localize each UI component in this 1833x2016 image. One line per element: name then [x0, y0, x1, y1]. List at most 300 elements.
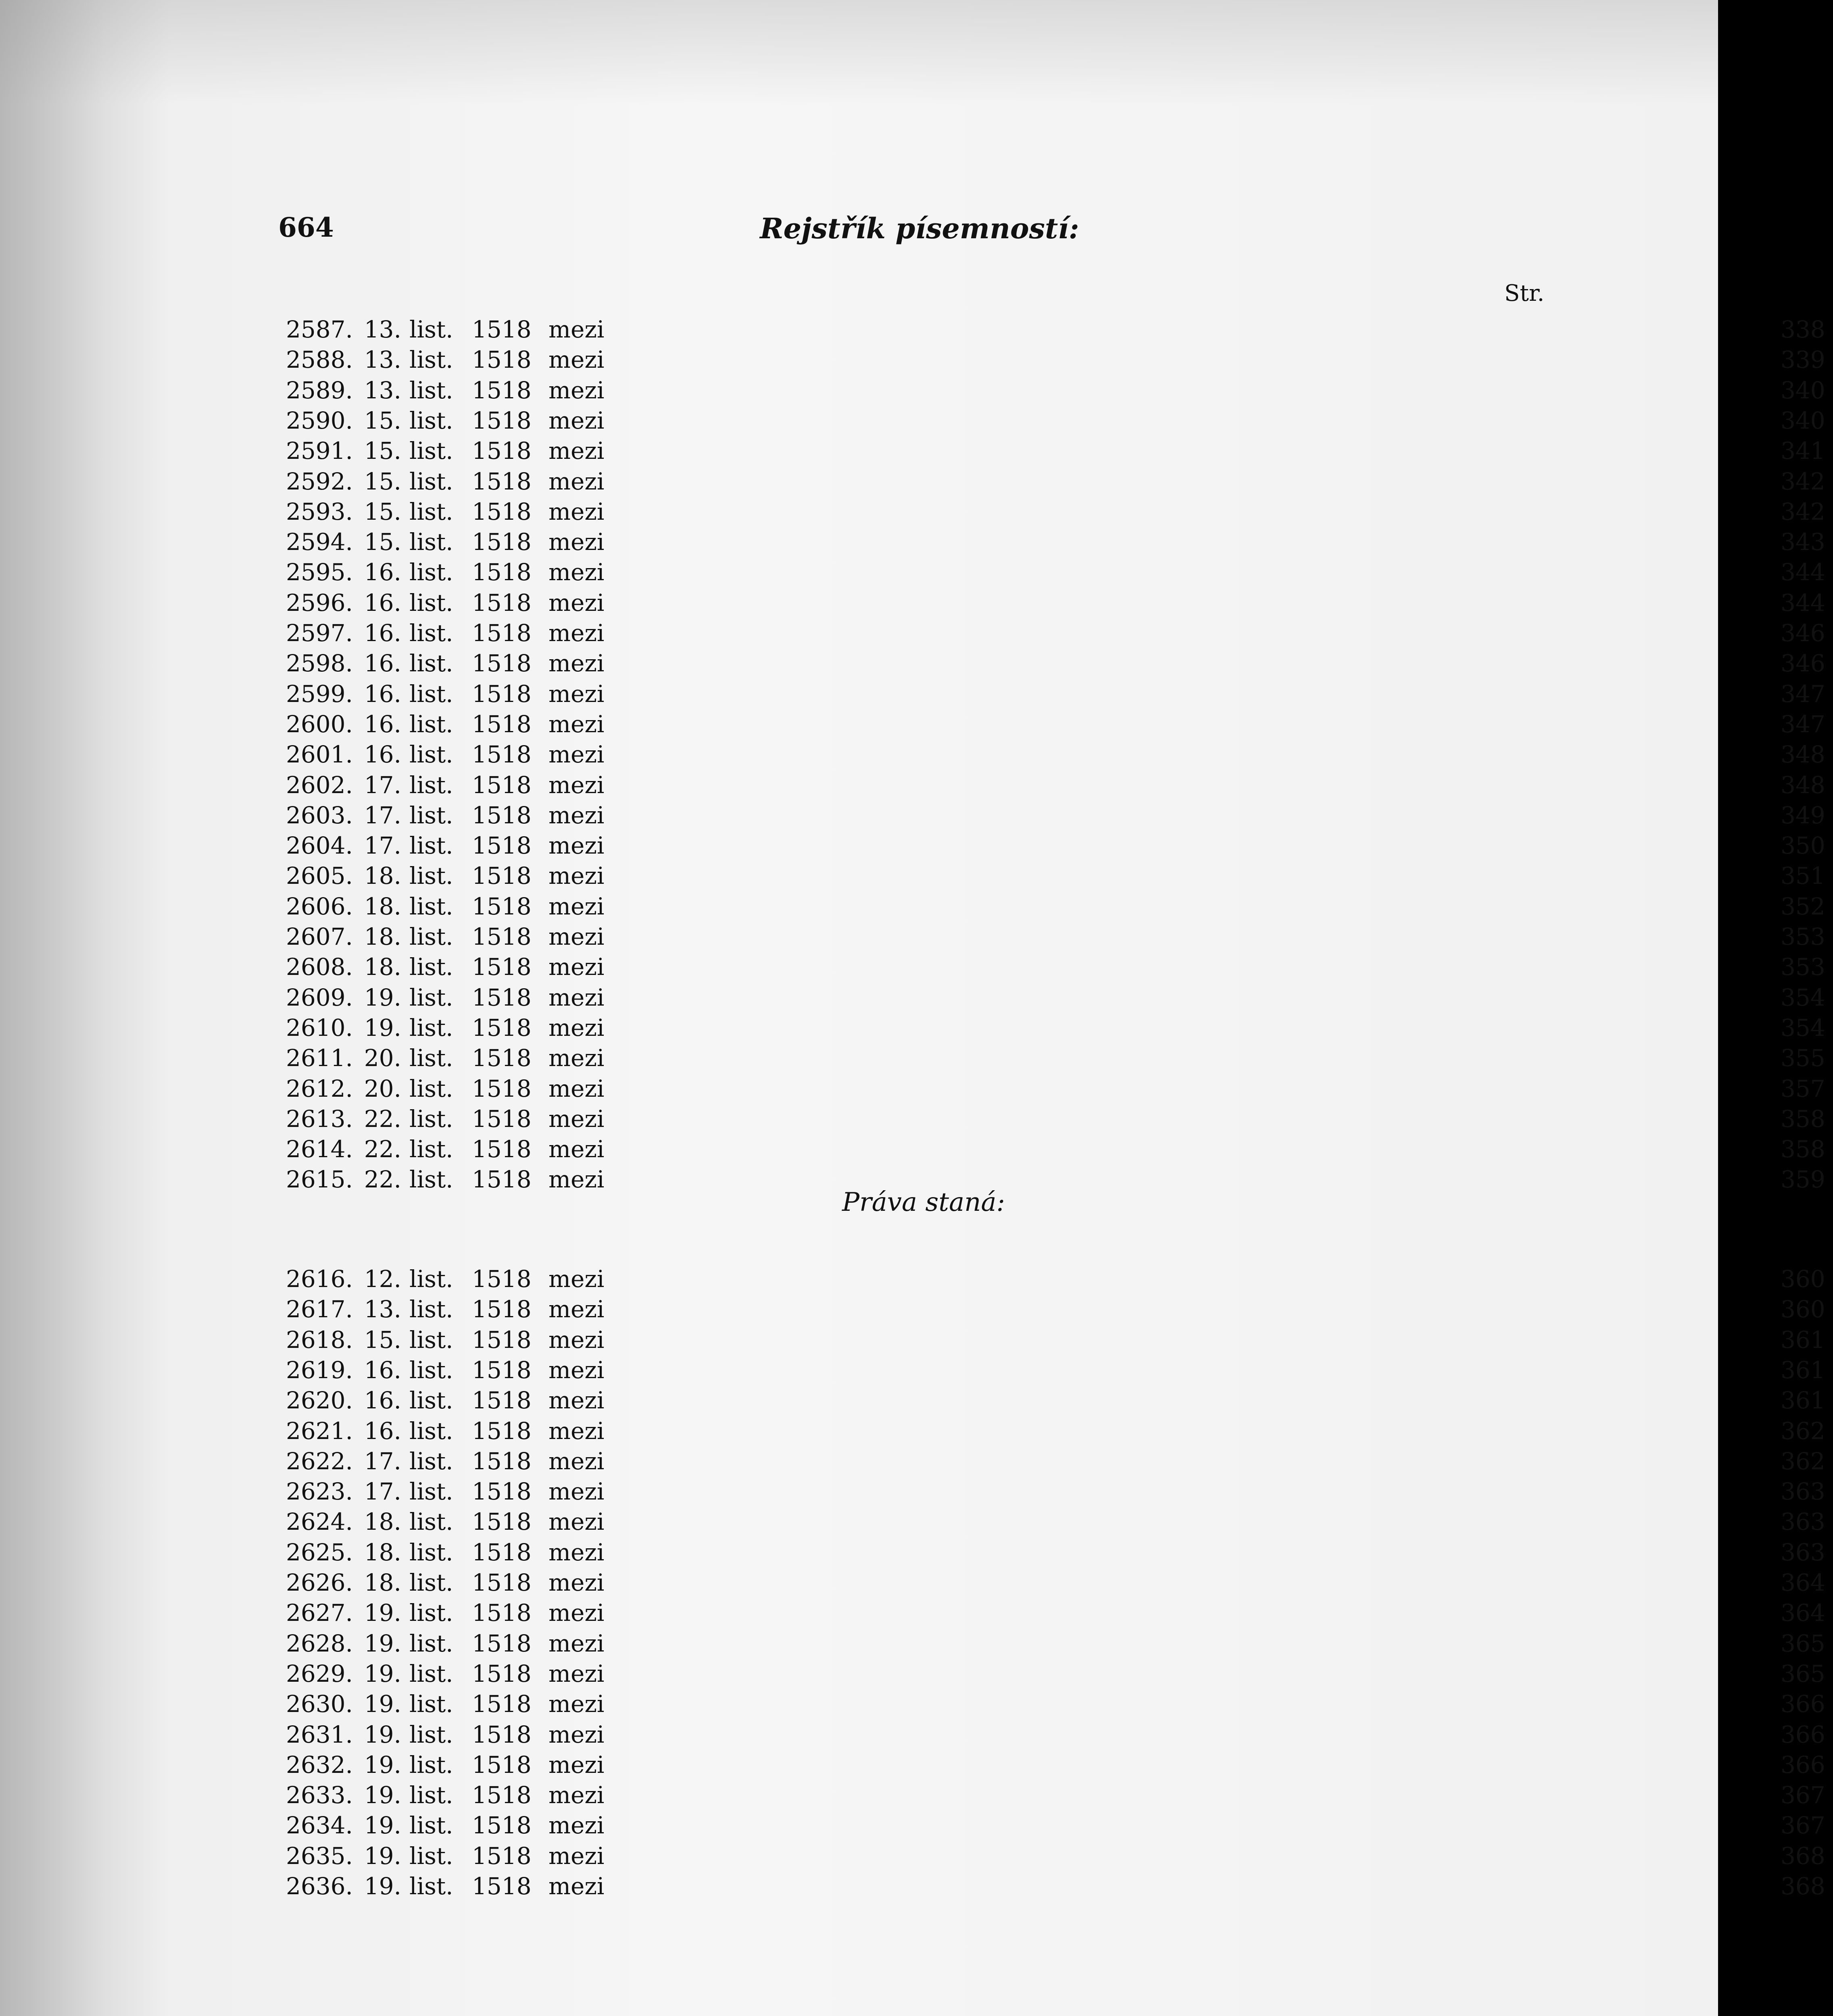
register-entry — [278, 406, 1825, 435]
entry-month: list. — [409, 589, 453, 616]
entry-year: 1518 — [472, 1387, 532, 1414]
entry-page: 354 — [1781, 1014, 1825, 1041]
entry-page: 355 — [1781, 1044, 1825, 1072]
entry-month: list. — [409, 1690, 453, 1718]
entry-day: 19. — [364, 983, 401, 1011]
entry-between: mezi — [548, 1812, 605, 1839]
entry-day: 13. — [364, 316, 401, 343]
entry-page: 365 — [1781, 1629, 1825, 1657]
register-entry — [278, 1689, 1825, 1719]
entry-year: 1518 — [472, 558, 532, 586]
entry-page: 342 — [1781, 498, 1825, 525]
entry-month: list. — [409, 1751, 453, 1779]
entry-number: 2593. — [286, 498, 353, 525]
entry-page: 365 — [1781, 1660, 1825, 1687]
entry-between: mezi — [548, 1629, 605, 1657]
register-entry — [278, 922, 1825, 952]
register-entry — [278, 1810, 1825, 1840]
entry-month: list. — [409, 1295, 453, 1323]
entry-page: 348 — [1781, 741, 1825, 768]
entry-page: 346 — [1781, 619, 1825, 647]
entry-number: 2625. — [286, 1538, 353, 1566]
entry-page: 367 — [1781, 1781, 1825, 1809]
entry-number: 2616. — [286, 1265, 353, 1293]
entry-day: 16. — [364, 650, 401, 677]
entry-month: list. — [409, 1417, 453, 1445]
entry-number: 2636. — [286, 1872, 353, 1900]
entry-month: list. — [409, 1135, 453, 1163]
entry-day: 19. — [364, 1751, 401, 1779]
entry-page: 341 — [1781, 437, 1825, 465]
entry-year: 1518 — [472, 1660, 532, 1687]
entry-between: mezi — [548, 1135, 605, 1163]
entry-between: mezi — [548, 1842, 605, 1870]
register-entry — [278, 1325, 1825, 1355]
entry-month: list. — [409, 498, 453, 525]
entry-number: 2613. — [286, 1105, 353, 1133]
entry-page: 366 — [1781, 1690, 1825, 1718]
entry-number: 2632. — [286, 1751, 353, 1779]
entry-page: 340 — [1781, 376, 1825, 404]
entry-month: list. — [409, 406, 453, 434]
entry-page: 339 — [1781, 346, 1825, 374]
entry-between: mezi — [548, 832, 605, 860]
register-entry — [278, 679, 1825, 709]
entry-day: 16. — [364, 741, 401, 768]
entry-number: 2615. — [286, 1166, 353, 1193]
entry-year: 1518 — [472, 1478, 532, 1506]
entry-year: 1518 — [472, 953, 532, 981]
entry-month: list. — [409, 1387, 453, 1414]
entry-number: 2607. — [286, 923, 353, 950]
entry-day: 22. — [364, 1135, 401, 1163]
register-entry — [278, 1416, 1825, 1446]
entry-year: 1518 — [472, 1872, 532, 1900]
entry-between: mezi — [548, 771, 605, 799]
entry-between: mezi — [548, 1075, 605, 1102]
entry-number: 2611. — [286, 1044, 353, 1072]
entry-page: 357 — [1781, 1075, 1825, 1102]
register-entry — [278, 557, 1825, 587]
entry-year: 1518 — [472, 1629, 532, 1657]
register-entry — [278, 739, 1825, 769]
entry-page: 344 — [1781, 589, 1825, 616]
entry-page: 353 — [1781, 923, 1825, 950]
entry-number: 2634. — [286, 1812, 353, 1839]
entry-month: list. — [409, 983, 453, 1011]
entry-month: list. — [409, 1720, 453, 1748]
register-entry — [278, 467, 1825, 496]
entry-day: 13. — [364, 346, 401, 374]
entry-between: mezi — [548, 1014, 605, 1041]
register-entry — [278, 648, 1825, 678]
entry-day: 19. — [364, 1842, 401, 1870]
entry-number: 2587. — [286, 316, 353, 343]
entry-day: 19. — [364, 1781, 401, 1809]
entry-number: 2590. — [286, 406, 353, 434]
entry-day: 18. — [364, 1569, 401, 1596]
entry-year: 1518 — [472, 1135, 532, 1163]
entry-page: 363 — [1781, 1508, 1825, 1536]
entry-month: list. — [409, 801, 453, 829]
register-entry — [278, 345, 1825, 375]
entry-year: 1518 — [472, 1812, 532, 1839]
section-title: Práva staná: — [842, 1187, 1005, 1217]
register-entry — [278, 1780, 1825, 1810]
register-entry — [278, 314, 1825, 344]
entry-between: mezi — [548, 650, 605, 677]
entry-page: 343 — [1781, 528, 1825, 556]
entry-year: 1518 — [472, 741, 532, 768]
entry-page: 353 — [1781, 953, 1825, 981]
entry-number: 2626. — [286, 1569, 353, 1596]
entry-page: 360 — [1781, 1265, 1825, 1293]
register-entry — [278, 497, 1825, 527]
entry-page: 340 — [1781, 406, 1825, 434]
entry-between: mezi — [548, 437, 605, 465]
entry-month: list. — [409, 741, 453, 768]
entry-number: 2599. — [286, 680, 353, 708]
entry-number: 2621. — [286, 1417, 353, 1445]
entry-number: 2604. — [286, 832, 353, 860]
entry-number: 2619. — [286, 1356, 353, 1384]
entry-month: list. — [409, 1166, 453, 1193]
entry-year: 1518 — [472, 1781, 532, 1809]
register-entry — [278, 1841, 1825, 1871]
entry-between: mezi — [548, 467, 605, 495]
entry-between: mezi — [548, 1660, 605, 1687]
top-shadow — [0, 0, 1718, 105]
entry-year: 1518 — [472, 346, 532, 374]
register-entry — [278, 436, 1825, 466]
entry-month: list. — [409, 619, 453, 647]
entry-page: 338 — [1781, 316, 1825, 343]
entry-number: 2612. — [286, 1075, 353, 1102]
entry-page: 349 — [1781, 801, 1825, 829]
entry-page: 362 — [1781, 1447, 1825, 1475]
entry-page: 362 — [1781, 1417, 1825, 1445]
entry-year: 1518 — [472, 710, 532, 738]
entry-month: list. — [409, 1538, 453, 1566]
entry-page: 346 — [1781, 650, 1825, 677]
entry-year: 1518 — [472, 1538, 532, 1566]
entry-day: 16. — [364, 1356, 401, 1384]
entry-between: mezi — [548, 1326, 605, 1354]
register-entry — [278, 1385, 1825, 1415]
entry-day: 19. — [364, 1720, 401, 1748]
entry-between: mezi — [548, 1599, 605, 1627]
entry-between: mezi — [548, 406, 605, 434]
register-entry — [278, 983, 1825, 1012]
register-entry — [278, 861, 1825, 891]
entry-number: 2588. — [286, 346, 353, 374]
entry-number: 2594. — [286, 528, 353, 556]
entry-day: 16. — [364, 558, 401, 586]
entry-number: 2629. — [286, 1660, 353, 1687]
entry-month: list. — [409, 1447, 453, 1475]
entry-page: 366 — [1781, 1720, 1825, 1748]
entry-number: 2608. — [286, 953, 353, 981]
entry-between: mezi — [548, 376, 605, 404]
entry-number: 2622. — [286, 1447, 353, 1475]
entry-year: 1518 — [472, 1690, 532, 1718]
entry-between: mezi — [548, 346, 605, 374]
entry-number: 2592. — [286, 467, 353, 495]
entry-number: 2603. — [286, 801, 353, 829]
entry-day: 17. — [364, 771, 401, 799]
entry-month: list. — [409, 832, 453, 860]
entry-month: list. — [409, 771, 453, 799]
entry-day: 19. — [364, 1872, 401, 1900]
entry-between: mezi — [548, 1720, 605, 1748]
entry-number: 2631. — [286, 1720, 353, 1748]
entry-month: list. — [409, 1044, 453, 1072]
entry-month: list. — [409, 1629, 453, 1657]
entry-year: 1518 — [472, 437, 532, 465]
entry-between: mezi — [548, 680, 605, 708]
entry-number: 2628. — [286, 1629, 353, 1657]
entry-number: 2605. — [286, 862, 353, 890]
entry-page: 359 — [1781, 1166, 1825, 1193]
entry-page: 363 — [1781, 1538, 1825, 1566]
entry-page: 368 — [1781, 1872, 1825, 1900]
register-entry — [278, 1355, 1825, 1385]
entry-day: 16. — [364, 619, 401, 647]
entry-year: 1518 — [472, 1356, 532, 1384]
register-entry — [278, 891, 1825, 921]
register-entry — [278, 831, 1825, 860]
entry-page: 358 — [1781, 1105, 1825, 1133]
entry-month: list. — [409, 923, 453, 950]
running-title: Rejstřík písemností: — [760, 212, 1079, 245]
entry-day: 15. — [364, 1326, 401, 1354]
entry-day: 15. — [364, 498, 401, 525]
entry-month: list. — [409, 437, 453, 465]
entry-month: list. — [409, 1326, 453, 1354]
entry-number: 2596. — [286, 589, 353, 616]
entry-number: 2597. — [286, 619, 353, 647]
entry-number: 2606. — [286, 892, 353, 920]
entry-day: 18. — [364, 953, 401, 981]
register-entry — [278, 1477, 1825, 1506]
entry-between: mezi — [548, 741, 605, 768]
entry-day: 13. — [364, 376, 401, 404]
entry-number: 2617. — [286, 1295, 353, 1323]
entry-number: 2610. — [286, 1014, 353, 1041]
entry-between: mezi — [548, 1295, 605, 1323]
entry-number: 2600. — [286, 710, 353, 738]
entry-between: mezi — [548, 983, 605, 1011]
entry-day: 15. — [364, 467, 401, 495]
entry-page: 351 — [1781, 862, 1825, 890]
entry-day: 19. — [364, 1014, 401, 1041]
entry-day: 22. — [364, 1105, 401, 1133]
entry-number: 2618. — [286, 1326, 353, 1354]
entry-page: 364 — [1781, 1599, 1825, 1627]
entry-year: 1518 — [472, 862, 532, 890]
entry-year: 1518 — [472, 983, 532, 1011]
entry-between: mezi — [548, 589, 605, 616]
entry-number: 2620. — [286, 1387, 353, 1414]
entry-month: list. — [409, 1508, 453, 1536]
entry-between: mezi — [548, 1265, 605, 1293]
register-entry — [278, 1013, 1825, 1043]
entry-month: list. — [409, 862, 453, 890]
entry-page: 366 — [1781, 1751, 1825, 1779]
entry-year: 1518 — [472, 1265, 532, 1293]
entry-month: list. — [409, 1075, 453, 1102]
entry-between: mezi — [548, 316, 605, 343]
entry-day: 16. — [364, 680, 401, 708]
entry-year: 1518 — [472, 1842, 532, 1870]
entry-page: 344 — [1781, 558, 1825, 586]
entry-month: list. — [409, 1478, 453, 1506]
register-entry — [278, 1104, 1825, 1134]
entry-day: 17. — [364, 1478, 401, 1506]
entry-between: mezi — [548, 1447, 605, 1475]
entry-page: 347 — [1781, 710, 1825, 738]
entry-year: 1518 — [472, 1508, 532, 1536]
entry-year: 1518 — [472, 589, 532, 616]
entry-between: mezi — [548, 1751, 605, 1779]
entry-day: 20. — [364, 1044, 401, 1072]
entry-year: 1518 — [472, 528, 532, 556]
entry-year: 1518 — [472, 650, 532, 677]
entry-between: mezi — [548, 1356, 605, 1384]
entry-number: 2633. — [286, 1781, 353, 1809]
register-entry — [278, 1568, 1825, 1597]
register-entry — [278, 618, 1825, 648]
entry-between: mezi — [548, 1166, 605, 1193]
entry-between: mezi — [548, 1105, 605, 1133]
entry-day: 18. — [364, 1508, 401, 1536]
entry-page: 360 — [1781, 1295, 1825, 1323]
entry-year: 1518 — [472, 1166, 532, 1193]
page-column-header: Str. — [1504, 280, 1545, 306]
register-entry — [278, 527, 1825, 557]
entry-month: list. — [409, 1660, 453, 1687]
entry-page: 342 — [1781, 467, 1825, 495]
entry-month: list. — [409, 467, 453, 495]
entry-year: 1518 — [472, 1417, 532, 1445]
entry-day: 16. — [364, 1417, 401, 1445]
register-entry — [278, 1659, 1825, 1689]
entry-day: 15. — [364, 528, 401, 556]
entry-day: 15. — [364, 406, 401, 434]
entry-month: list. — [409, 558, 453, 586]
entry-page: 358 — [1781, 1135, 1825, 1163]
entry-page: 361 — [1781, 1387, 1825, 1414]
entry-page: 361 — [1781, 1356, 1825, 1384]
entry-month: list. — [409, 376, 453, 404]
entry-month: list. — [409, 650, 453, 677]
entry-day: 19. — [364, 1812, 401, 1839]
entry-day: 17. — [364, 832, 401, 860]
entry-day: 18. — [364, 862, 401, 890]
entry-year: 1518 — [472, 467, 532, 495]
register-entry — [278, 800, 1825, 830]
entry-between: mezi — [548, 923, 605, 950]
entry-page: 363 — [1781, 1478, 1825, 1506]
register-entry — [278, 1446, 1825, 1476]
entry-month: list. — [409, 1842, 453, 1870]
entry-page: 352 — [1781, 892, 1825, 920]
register-entry — [278, 1629, 1825, 1658]
entry-month: list. — [409, 1265, 453, 1293]
entry-year: 1518 — [472, 316, 532, 343]
entry-year: 1518 — [472, 1044, 532, 1072]
register-entry — [278, 1074, 1825, 1104]
entry-between: mezi — [548, 1508, 605, 1536]
entry-number: 2609. — [286, 983, 353, 1011]
entry-between: mezi — [548, 1690, 605, 1718]
entry-year: 1518 — [472, 1751, 532, 1779]
entry-between: mezi — [548, 953, 605, 981]
entry-number: 2614. — [286, 1135, 353, 1163]
entry-page: 347 — [1781, 680, 1825, 708]
entry-day: 16. — [364, 1387, 401, 1414]
entry-between: mezi — [548, 1387, 605, 1414]
entry-between: mezi — [548, 1478, 605, 1506]
entry-year: 1518 — [472, 680, 532, 708]
register-entry — [278, 709, 1825, 739]
register-entry — [278, 588, 1825, 618]
entry-month: list. — [409, 1872, 453, 1900]
entry-year: 1518 — [472, 619, 532, 647]
entry-between: mezi — [548, 558, 605, 586]
entry-between: mezi — [548, 498, 605, 525]
entry-month: list. — [409, 710, 453, 738]
entry-page: 354 — [1781, 983, 1825, 1011]
register-entry — [278, 1264, 1825, 1294]
entry-month: list. — [409, 1105, 453, 1133]
entry-day: 18. — [364, 923, 401, 950]
entry-number: 2601. — [286, 741, 353, 768]
entry-between: mezi — [548, 1044, 605, 1072]
register-entry — [278, 1294, 1825, 1324]
entry-day: 19. — [364, 1660, 401, 1687]
entry-number: 2624. — [286, 1508, 353, 1536]
entry-day: 17. — [364, 801, 401, 829]
entry-year: 1518 — [472, 1599, 532, 1627]
entry-year: 1518 — [472, 1569, 532, 1596]
entry-day: 18. — [364, 1538, 401, 1566]
entry-day: 16. — [364, 710, 401, 738]
entry-between: mezi — [548, 801, 605, 829]
entry-month: list. — [409, 680, 453, 708]
entry-year: 1518 — [472, 832, 532, 860]
entry-number: 2595. — [286, 558, 353, 586]
entry-month: list. — [409, 1812, 453, 1839]
page-number: 664 — [278, 212, 334, 243]
entry-number: 2602. — [286, 771, 353, 799]
entry-month: list. — [409, 1014, 453, 1041]
entry-number: 2591. — [286, 437, 353, 465]
entry-year: 1518 — [472, 1295, 532, 1323]
entry-day: 13. — [364, 1295, 401, 1323]
entry-day: 20. — [364, 1075, 401, 1102]
entry-day: 12. — [364, 1265, 401, 1293]
register-entry — [278, 1043, 1825, 1073]
entry-page: 361 — [1781, 1326, 1825, 1354]
entry-number: 2635. — [286, 1842, 353, 1870]
register-entry — [278, 1537, 1825, 1567]
entry-month: list. — [409, 953, 453, 981]
entry-page: 350 — [1781, 832, 1825, 860]
register-entry — [278, 375, 1825, 405]
entry-between: mezi — [548, 862, 605, 890]
register-entry — [278, 952, 1825, 982]
